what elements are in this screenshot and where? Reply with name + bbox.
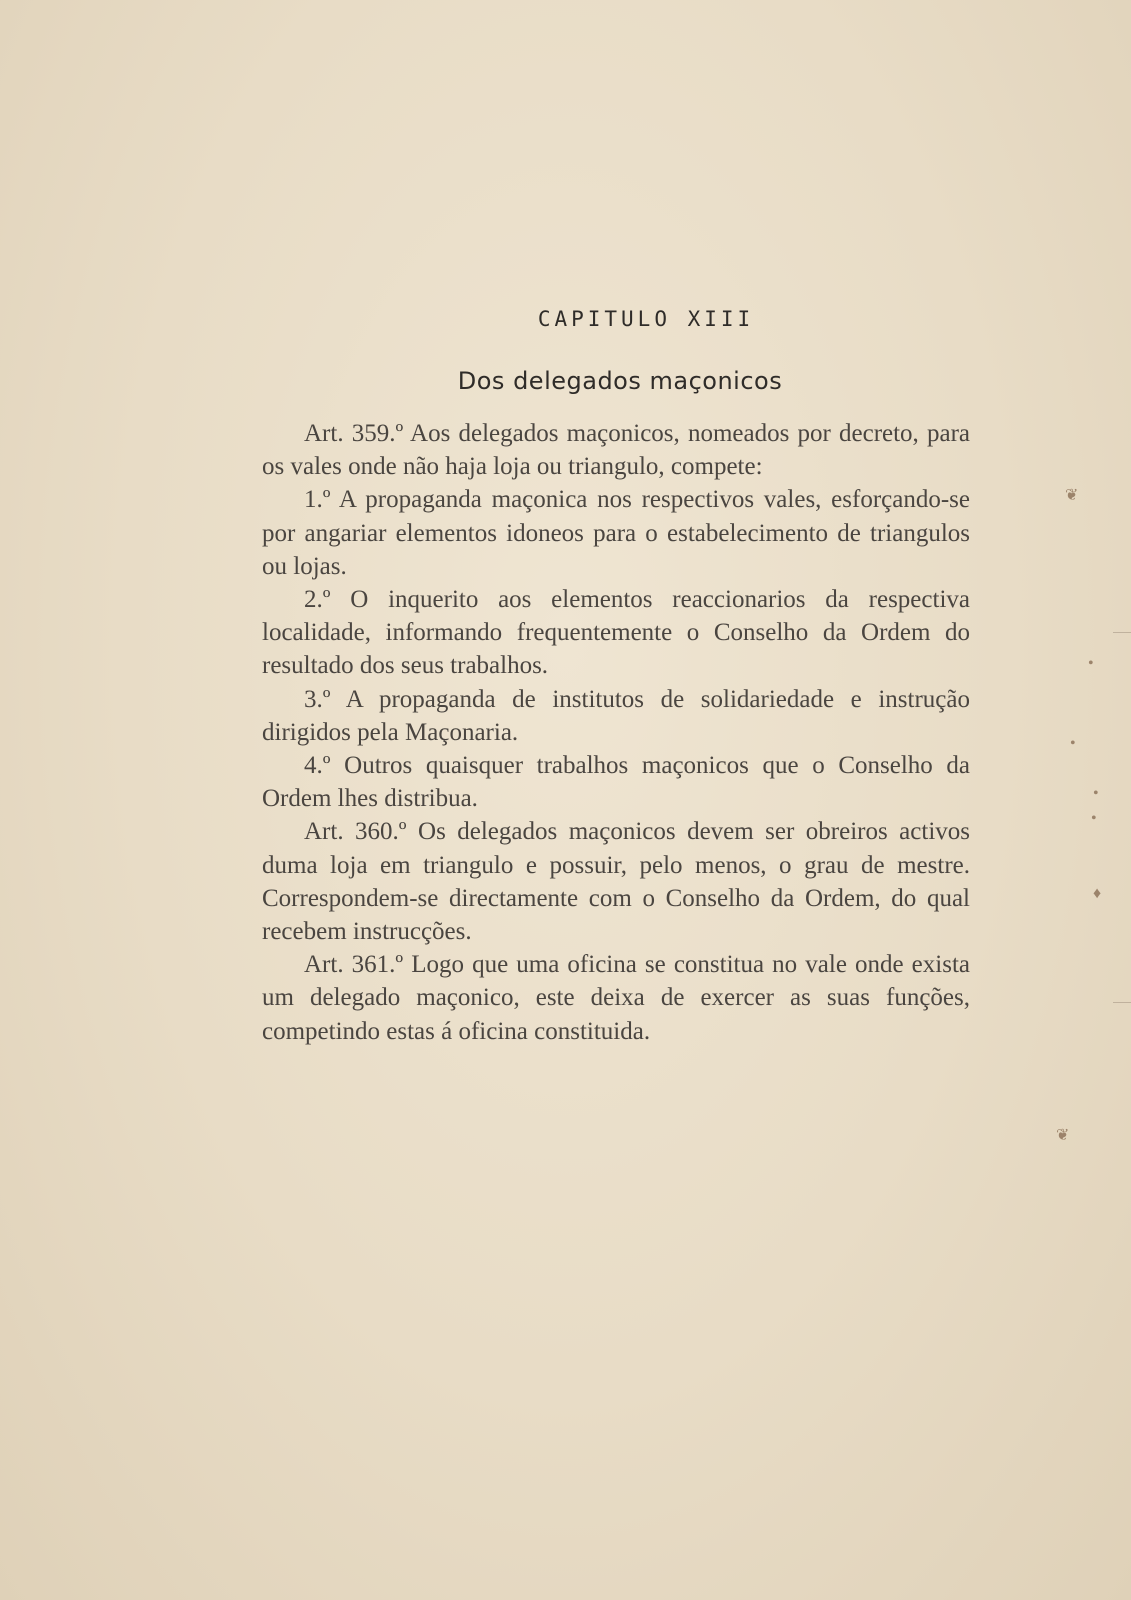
ink-mark: • [1088,655,1094,672]
paragraph-art-361: Art. 361.º Logo que uma oficina se constitua no vale onde exista um delegado maçonico, este deixa de exercer as suas funções, competindo estas á oficina constituida. [262,951,970,1045]
ink-mark: ❦ [1065,487,1079,504]
page-content [262,290,970,1048]
chapter-heading: CAPITULO XIII [537,307,755,331]
page-edge-line [1113,1002,1131,1003]
body-text [262,417,970,1048]
ink-mark: ❦ [1056,1127,1070,1144]
section-title: Dos delegados maçonicos [457,367,783,395]
ink-mark: • [1091,810,1097,827]
ink-mark: • [1070,735,1076,752]
paragraph-art-359: Art. 359.º Aos delegados maçonicos, nomeados por decreto, para os vales onde não haja loja ou triangulo, compete: [262,420,970,481]
page-edge-line [1113,632,1131,633]
paragraph-item-3: 3.º A propaganda de institutos de solidariedade e instrução dirigidos pela Maçonaria. [262,685,970,746]
ink-mark: • [1093,785,1099,802]
paragraph-item-4: 4.º Outros quaisquer trabalhos maçonicos que o Conselho da Ordem lhes distribua. [262,752,970,813]
paragraph-item-2: 2.º O inquerito aos elementos reaccionarios da respectiva localidade, informando frequentemente o Conselho da Ordem do resultado dos seus trabalhos. [262,586,970,680]
ink-mark: ♦ [1093,885,1102,902]
paragraph-art-360: Art. 360.º Os delegados maçonicos devem ser obreiros activos duma loja em triangulo e possuir, pelo menos, o grau de mestre. Correspondem-se directamente com o Conselho da Ordem, do qual recebem instrucções. [262,818,970,946]
show-through-text [240,150,960,183]
paragraph-item-1: 1.º A propaganda maçonica nos respectivos vales, esforçando-se por angariar elementos idoneos para o estabelecimento de triangulos ou lojas. [262,486,970,580]
